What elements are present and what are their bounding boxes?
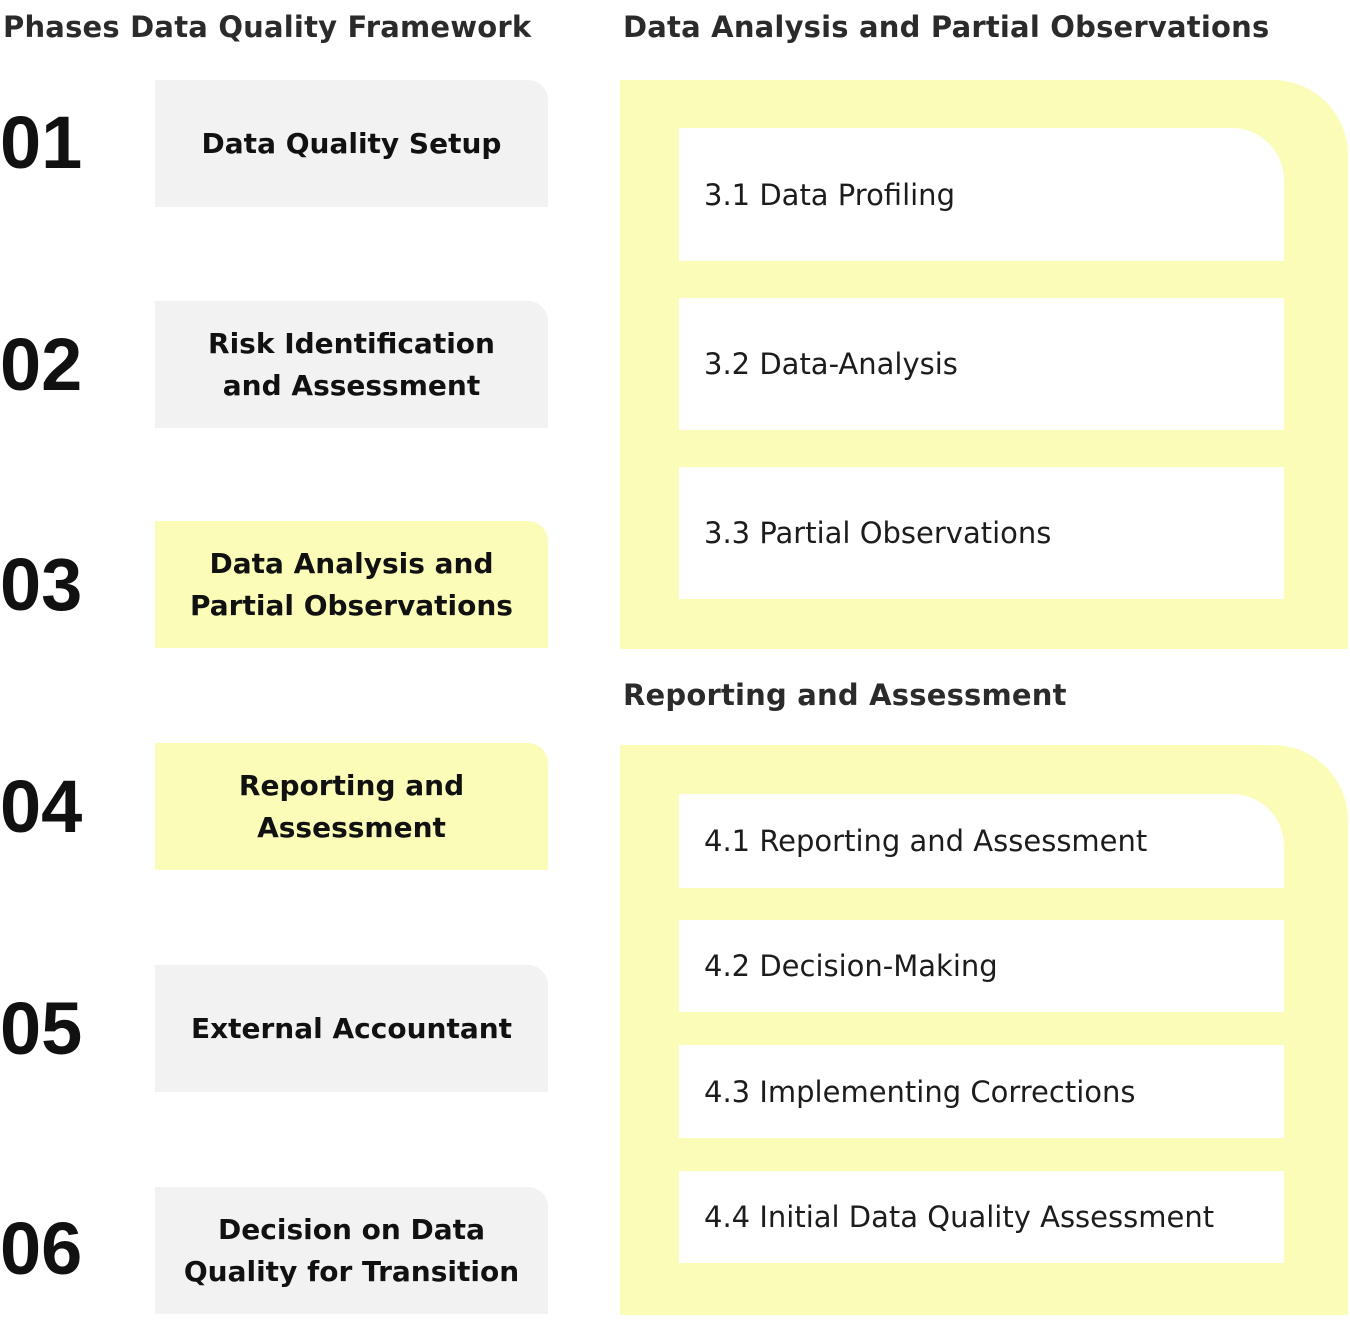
phase-number-02: 02 <box>0 323 83 406</box>
phase-box-data-quality-setup <box>155 80 548 207</box>
phase-4-detail-heading: Reporting and Assessment <box>623 678 1067 712</box>
sub-step-4-4: 4.4 Initial Data Quality Assessment <box>679 1171 1284 1263</box>
sub-step-3-3: 3.3 Partial Observations <box>679 467 1284 599</box>
sub-step-4-2: 4.2 Decision-Making <box>679 920 1284 1012</box>
phase-number-06: 06 <box>0 1207 83 1290</box>
phase-label: Data Analysis and Partial Observations <box>190 546 513 622</box>
phase-number-03: 03 <box>0 543 83 626</box>
phase-box-external-accountant <box>155 965 548 1092</box>
phase-box-reporting <box>155 743 548 870</box>
phase-number-05: 05 <box>0 987 83 1070</box>
phases-heading: Phases Data Quality Framework <box>3 10 532 44</box>
phase-label: Reporting and Assessment <box>238 768 465 844</box>
phase-number-01: 01 <box>0 101 83 184</box>
sub-step-3-2: 3.2 Data-Analysis <box>679 298 1284 430</box>
phase-3-detail-heading: Data Analysis and Partial Observations <box>623 10 1270 44</box>
sub-step-4-3: 4.3 Implementing Corrections <box>679 1045 1284 1138</box>
phase-box-decision-transition <box>155 1187 548 1314</box>
phase-box-risk-identification <box>155 301 548 428</box>
sub-step-3-1: 3.1 Data Profiling <box>679 128 1284 261</box>
phase-label: Decision on Data Quality for Transition <box>183 1212 520 1288</box>
sub-step-4-1: 4.1 Reporting and Assessment <box>679 794 1284 888</box>
phase-box-data-analysis <box>155 521 548 648</box>
phase-label: Data Quality Setup <box>201 126 502 160</box>
phase-label: External Accountant <box>190 1011 513 1045</box>
phase-label: Risk Identification and Assessment <box>208 326 495 402</box>
phase-number-04: 04 <box>0 765 83 848</box>
